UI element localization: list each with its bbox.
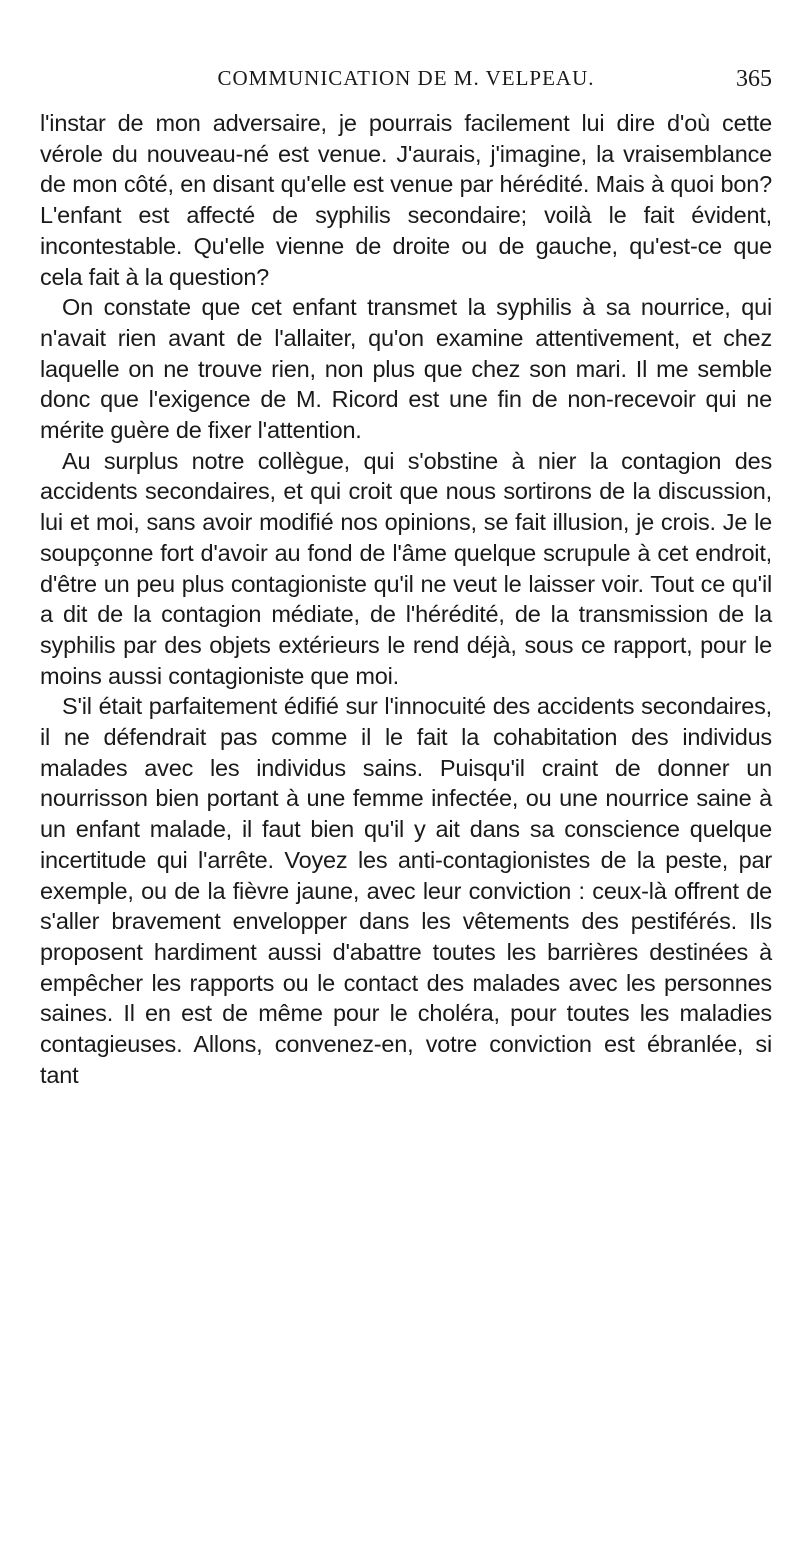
paragraph-1: l'instar de mon adversaire, je pourrais facilement lui dire d'où cette vérole du nouveau-né est venue. J'aurais, j'imagine, la vraisemblance de mon côté, en disant qu'elle est venue par hérédité. Mais à quoi bon? L'enfant est affecté de syphilis secondaire; voilà le fait évident, incontestable. Qu'elle vienne de droite ou de gauche, qu'est-ce que cela fait à la question? <box>40 110 772 290</box>
body-text <box>40 108 772 1091</box>
paragraph-2: On constate que cet enfant transmet la syphilis à sa nourrice, qui n'avait rien avant de l'allaiter, qu'on examine attentivement, et chez laquelle on ne trouve rien, non plus que chez son mari. Il me semble donc que l'exigence de M. Ricord est une fin de non-recevoir qui ne mérite guère de fixer l'attention. <box>40 294 772 444</box>
running-title: COMMUNICATION DE M. VELPEAU. <box>217 66 595 90</box>
paragraph-4: S'il était parfaitement édifié sur l'innocuité des accidents secondaires, il ne défendrait pas comme il le fait la cohabitation des individus malades avec les individus sains. Puisqu'il craint de donner un nourrisson bien portant à une femme infectée, ou une nourrice saine à un enfant malade, il faut bien qu'il y ait dans sa conscience quelque incertitude qui l'arrête. Voyez les anti-contagionistes de la peste, par exemple, ou de la fièvre jaune, avec leur conviction : ceux-là offrent de s'aller bravement envelopper dans les vêtements des pestiférés. Ils proposent hardiment aussi d'abattre toutes les barrières destinées à empêcher les rapports ou le contact des malades avec les personnes saines. Il en est de même pour le choléra, pour toutes les maladies contagieuses. Allons, convenez-en, votre conviction est ébranlée, si tant <box>40 693 772 1088</box>
running-header <box>40 66 772 102</box>
paragraph-3: Au surplus notre collègue, qui s'obstine à nier la contagion des accidents secondaires, et qui croit que nous sortirons de la discussion, lui et moi, sans avoir modifié nos opinions, se fait illusion, je crois. Je le soupçonne fort d'avoir au fond de l'âme quelque scrupule à cet endroit, d'être un peu plus contagioniste qu'il ne veut le laisser voir. Tout ce qu'il a dit de la contagion médiate, de l'hérédité, de la transmission de la syphilis par des objets extérieurs le rend déjà, sous ce rapport, pour le moins aussi contagioniste que moi. <box>40 447 772 689</box>
page-number: 365 <box>736 66 772 92</box>
